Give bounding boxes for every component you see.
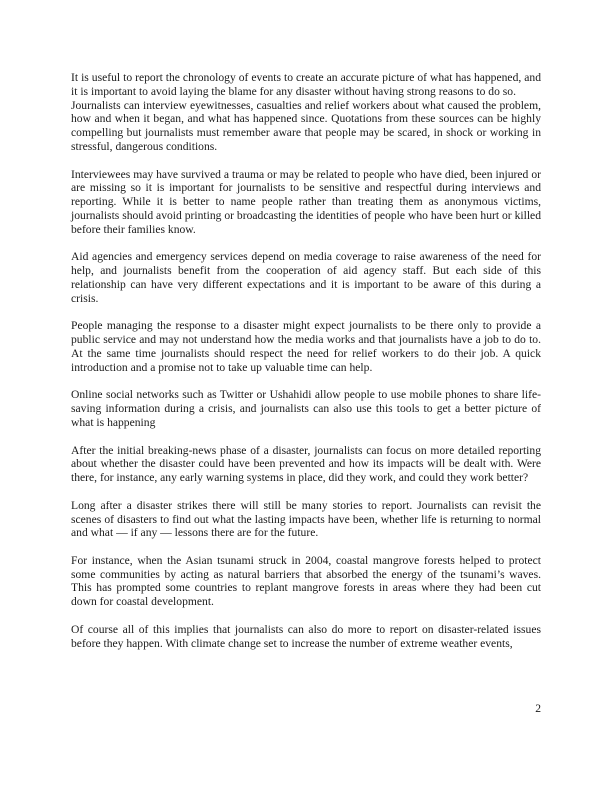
paragraph-before-they-happen: Of course all of this implies that journalists can also do more to report on disaster-related issues before they happen. With climate change set to increase the number of extreme weather events, bbox=[71, 622, 541, 650]
paragraph-social-networks: Online social networks such as Twitter or Ushahidi allow people to use mobile phones to share life-saving information during a crisis, and journalists can also use this tools to get a better picture of what is happening bbox=[71, 388, 541, 429]
paragraph-interviewees: Interviewees may have survived a trauma or may be related to people who have died, been injured or are missing so it is important for journalists to be sensitive and respectful during interviews and reporting. While it is better to name people rather than treating them as anonymous victims, journalists should avoid printing or broadcasting the identities of people who have been hurt or killed before their families know. bbox=[71, 167, 541, 236]
paragraph-tsunami-mangroves: For instance, when the Asian tsunami struck in 2004, coastal mangrove forests helped to protect some communities by acting as natural barriers that absorbed the energy of the tsunami’s waves. This has prompted some countries to replant mangrove forests in areas where they had been cut down for coastal development. bbox=[71, 553, 541, 609]
paragraph-response-managers: People managing the response to a disaster might expect journalists to be there only to provide a public service and may not understand how the media works and that journalists have a job to do to. At the same time journalists should respect the need for relief workers to do their job. A quick introduction and a promise not to take up valuable time can help. bbox=[71, 319, 541, 374]
paragraph-chronology: It is useful to report the chronology of events to create an accurate picture of what has happened, and it is important to avoid laying the blame for any disaster without having strong reasons to do so. bbox=[71, 71, 541, 98]
page-body-text bbox=[71, 71, 541, 650]
paragraph-after-breaking-news: After the initial breaking-news phase of a disaster, journalists can focus on more detailed reporting about whether the disaster could have been prevented and how its impacts will be dealt with. Were there, for instance, any early warning systems in place, did they work, and could they work better? bbox=[71, 443, 541, 485]
paragraph-interview-sources: Journalists can interview eyewitnesses, casualties and relief workers about what caused the problem, how and when it began, and what has happened since. Quotations from these sources can be highly compelling but journalists must remember aware that people may be scared, in shock or working in stressful, dangerous conditions. bbox=[71, 98, 541, 153]
paragraph-long-after: Long after a disaster strikes there will still be many stories to report. Journalists can revisit the scenes of disasters to find out what the lasting impacts have been, whether life is returning to normal and what — if any — lessons there are for the future. bbox=[71, 498, 541, 540]
paragraph-aid-agencies: Aid agencies and emergency services depend on media coverage to raise awareness of the need for help, and journalists benefit from the cooperation of aid agency staff. But each side of this relationship can have very different expectations and it is important to be aware of this during a crisis. bbox=[71, 250, 541, 305]
page-number: 2 bbox=[535, 702, 541, 715]
